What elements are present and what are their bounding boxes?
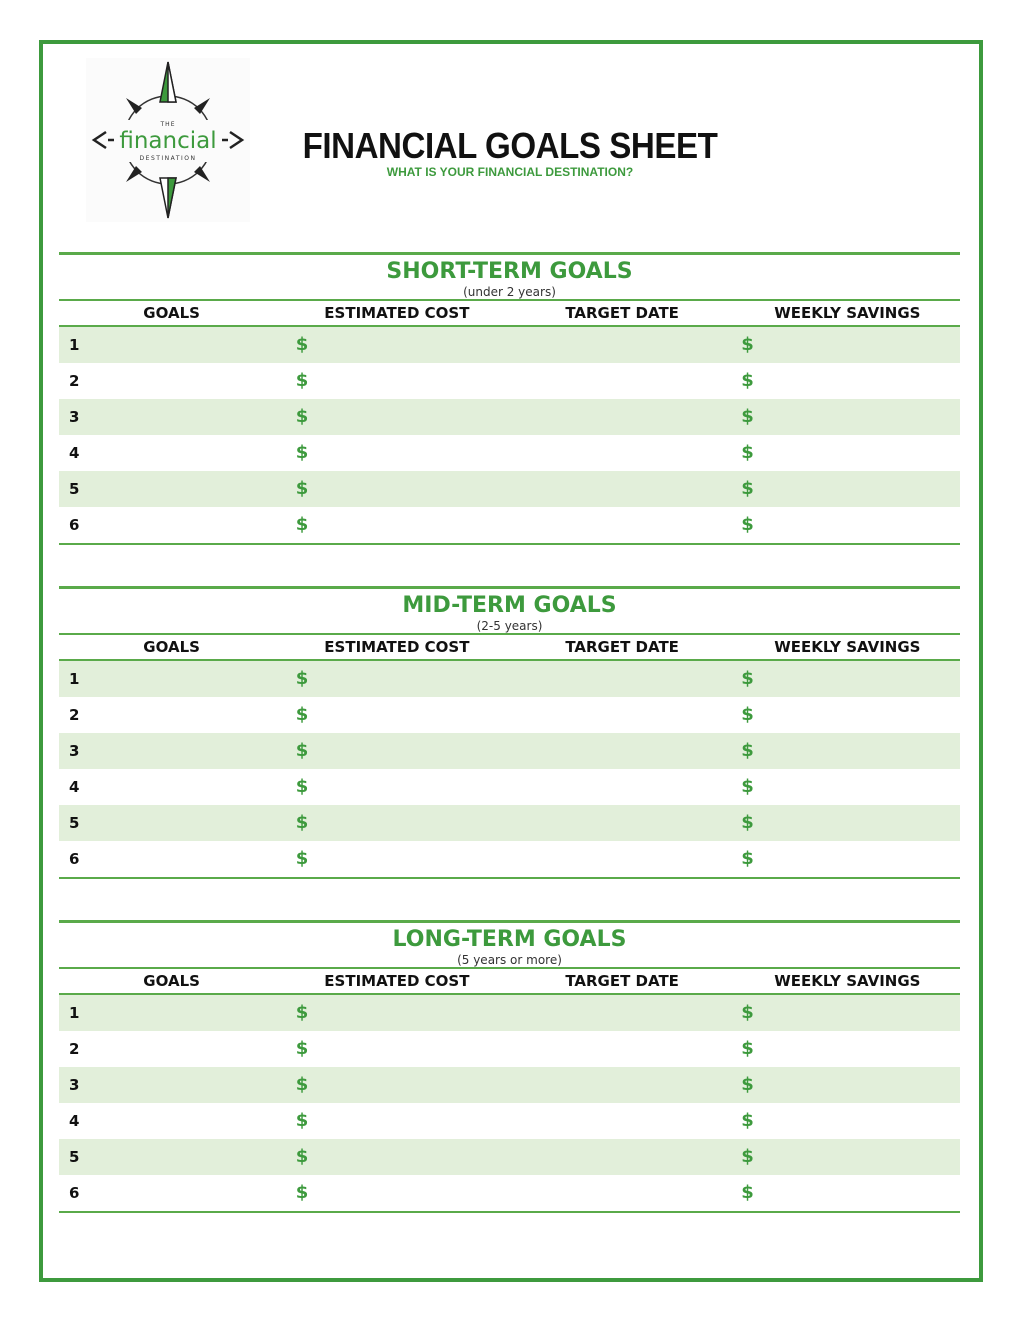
column-header-estimated-cost: ESTIMATED COST xyxy=(324,972,470,990)
header xyxy=(250,126,770,179)
page-subtitle: WHAT IS YOUR FINANCIAL DESTINATION? xyxy=(386,165,634,179)
row-number: 2 xyxy=(69,706,80,724)
dollar-sign: $ xyxy=(741,1146,754,1167)
table-row xyxy=(59,1067,960,1103)
target-date-field[interactable] xyxy=(515,1139,734,1175)
target-date-field[interactable] xyxy=(515,399,734,435)
weekly-savings-field[interactable] xyxy=(733,697,960,733)
dollar-sign: $ xyxy=(741,406,754,427)
weekly-savings-field[interactable] xyxy=(733,507,960,543)
row-number: 5 xyxy=(69,480,80,498)
row-number: 1 xyxy=(69,1004,80,1022)
row-number: 3 xyxy=(69,408,80,426)
dollar-sign: $ xyxy=(295,1182,309,1203)
dollar-sign: $ xyxy=(295,704,309,725)
goal-field[interactable] xyxy=(59,1139,288,1175)
logo-text-main: financial xyxy=(119,128,217,154)
estimated-cost-field[interactable] xyxy=(288,769,515,805)
row-number: 5 xyxy=(69,1148,80,1166)
dollar-sign: $ xyxy=(295,334,309,355)
target-date-field[interactable] xyxy=(515,733,734,769)
column-header-estimated-cost: ESTIMATED COST xyxy=(324,638,470,656)
dollar-sign: $ xyxy=(295,406,309,427)
page-title: FINANCIAL GOALS SHEET xyxy=(302,125,718,166)
estimated-cost-field[interactable] xyxy=(288,733,515,769)
table-row xyxy=(59,1139,960,1175)
dollar-sign: $ xyxy=(295,1146,309,1167)
column-header-weekly-savings: WEEKLY SAVINGS xyxy=(774,638,921,656)
dollar-sign: $ xyxy=(295,740,309,761)
table-row xyxy=(59,471,960,507)
table-row xyxy=(59,805,960,841)
section-title: LONG-TERM GOALS xyxy=(392,927,627,952)
section-bottom-divider xyxy=(59,1211,960,1213)
goal-field[interactable] xyxy=(59,363,288,399)
estimated-cost-field[interactable] xyxy=(288,471,515,507)
dollar-sign: $ xyxy=(741,1038,754,1059)
dollar-sign: $ xyxy=(295,812,309,833)
goal-field[interactable] xyxy=(59,661,288,697)
dollar-sign: $ xyxy=(295,478,309,499)
table-row xyxy=(59,1175,960,1211)
target-date-field[interactable] xyxy=(515,769,734,805)
weekly-savings-field[interactable] xyxy=(733,733,960,769)
estimated-cost-field[interactable] xyxy=(288,1175,515,1211)
dollar-sign: $ xyxy=(295,370,309,391)
estimated-cost-field[interactable] xyxy=(288,995,515,1031)
column-header-target-date: TARGET DATE xyxy=(565,304,679,322)
row-number: 1 xyxy=(69,336,80,354)
table-row xyxy=(59,841,960,877)
target-date-field[interactable] xyxy=(515,435,734,471)
goal-field[interactable] xyxy=(59,1175,288,1211)
logo-text-top: THE xyxy=(160,121,176,128)
mid-term-section xyxy=(59,586,960,879)
section-title: MID-TERM GOALS xyxy=(402,593,617,618)
estimated-cost-field[interactable] xyxy=(288,399,515,435)
weekly-savings-field[interactable] xyxy=(733,471,960,507)
weekly-savings-field[interactable] xyxy=(733,327,960,363)
column-header-weekly-savings: WEEKLY SAVINGS xyxy=(774,972,921,990)
weekly-savings-field[interactable] xyxy=(733,399,960,435)
dollar-sign: $ xyxy=(741,776,754,797)
weekly-savings-field[interactable] xyxy=(733,1103,960,1139)
target-date-field[interactable] xyxy=(515,805,734,841)
target-date-field[interactable] xyxy=(515,995,734,1031)
estimated-cost-field[interactable] xyxy=(288,841,515,877)
target-date-field[interactable] xyxy=(515,471,734,507)
row-number: 2 xyxy=(69,1040,80,1058)
column-header-weekly-savings: WEEKLY SAVINGS xyxy=(774,304,921,322)
goal-field[interactable] xyxy=(59,805,288,841)
dollar-sign: $ xyxy=(295,442,309,463)
table-row xyxy=(59,697,960,733)
estimated-cost-field[interactable] xyxy=(288,661,515,697)
dollar-sign: $ xyxy=(741,1110,754,1131)
column-header-goals: GOALS xyxy=(143,972,200,990)
dollar-sign: $ xyxy=(295,848,309,869)
goal-field[interactable] xyxy=(59,841,288,877)
dollar-sign: $ xyxy=(741,442,754,463)
section-divider xyxy=(59,920,960,923)
section-title: SHORT-TERM GOALS xyxy=(386,259,633,284)
row-number: 4 xyxy=(69,444,80,462)
dollar-sign: $ xyxy=(741,668,754,689)
logo-text-bottom: DESTINATION xyxy=(139,155,197,162)
dollar-sign: $ xyxy=(741,704,754,725)
goal-field[interactable] xyxy=(59,1067,288,1103)
column-header-target-date: TARGET DATE xyxy=(565,638,679,656)
table-row xyxy=(59,435,960,471)
target-date-field[interactable] xyxy=(515,327,734,363)
target-date-field[interactable] xyxy=(515,661,734,697)
table-row xyxy=(59,733,960,769)
section-bottom-divider xyxy=(59,877,960,879)
dollar-sign: $ xyxy=(741,1074,754,1095)
estimated-cost-field[interactable] xyxy=(288,1103,515,1139)
table-row xyxy=(59,1103,960,1139)
column-header-target-date: TARGET DATE xyxy=(565,972,679,990)
goal-field[interactable] xyxy=(59,697,288,733)
weekly-savings-field[interactable] xyxy=(733,841,960,877)
dollar-sign: $ xyxy=(295,1002,309,1023)
section-range: (under 2 years) xyxy=(463,285,556,299)
dollar-sign: $ xyxy=(741,812,754,833)
column-header-goals: GOALS xyxy=(143,304,200,322)
dollar-sign: $ xyxy=(741,1002,754,1023)
dollar-sign: $ xyxy=(295,1038,309,1059)
estimated-cost-field[interactable] xyxy=(288,363,515,399)
section-bottom-divider xyxy=(59,543,960,545)
weekly-savings-field[interactable] xyxy=(733,661,960,697)
target-date-field[interactable] xyxy=(515,1031,734,1067)
goal-field[interactable] xyxy=(59,327,288,363)
row-number: 5 xyxy=(69,814,80,832)
dollar-sign: $ xyxy=(295,668,309,689)
estimated-cost-field[interactable] xyxy=(288,805,515,841)
goal-field[interactable] xyxy=(59,399,288,435)
row-number: 4 xyxy=(69,778,80,796)
row-number: 6 xyxy=(69,1184,80,1202)
target-date-field[interactable] xyxy=(515,1175,734,1211)
goal-field[interactable] xyxy=(59,769,288,805)
goal-field[interactable] xyxy=(59,435,288,471)
estimated-cost-field[interactable] xyxy=(288,1067,515,1103)
goal-field[interactable] xyxy=(59,1103,288,1139)
target-date-field[interactable] xyxy=(515,1103,734,1139)
weekly-savings-field[interactable] xyxy=(733,435,960,471)
row-number: 2 xyxy=(69,372,80,390)
table-row xyxy=(59,661,960,697)
estimated-cost-field[interactable] xyxy=(288,697,515,733)
row-number: 4 xyxy=(69,1112,80,1130)
dollar-sign: $ xyxy=(295,514,309,535)
goal-field[interactable] xyxy=(59,507,288,543)
dollar-sign: $ xyxy=(741,848,754,869)
dollar-sign: $ xyxy=(295,776,309,797)
table-row xyxy=(59,995,960,1031)
column-header-goals: GOALS xyxy=(143,638,200,656)
weekly-savings-field[interactable] xyxy=(733,1139,960,1175)
table-header xyxy=(59,633,960,661)
row-number: 3 xyxy=(69,1076,80,1094)
dollar-sign: $ xyxy=(741,1182,754,1203)
table-row xyxy=(59,1031,960,1067)
goal-field[interactable] xyxy=(59,471,288,507)
row-number: 6 xyxy=(69,516,80,534)
weekly-savings-field[interactable] xyxy=(733,363,960,399)
weekly-savings-field[interactable] xyxy=(733,1175,960,1211)
target-date-field[interactable] xyxy=(515,1067,734,1103)
compass-logo xyxy=(86,58,250,222)
dollar-sign: $ xyxy=(741,334,754,355)
table-row xyxy=(59,327,960,363)
dollar-sign: $ xyxy=(295,1074,309,1095)
target-date-field[interactable] xyxy=(515,363,734,399)
target-date-field[interactable] xyxy=(515,841,734,877)
goal-field[interactable] xyxy=(59,995,288,1031)
table-row xyxy=(59,769,960,805)
table-header xyxy=(59,967,960,995)
section-divider xyxy=(59,586,960,589)
row-number: 3 xyxy=(69,742,80,760)
weekly-savings-field[interactable] xyxy=(733,1031,960,1067)
long-term-section xyxy=(59,920,960,1213)
table-row xyxy=(59,507,960,543)
short-term-section xyxy=(59,252,960,545)
weekly-savings-field[interactable] xyxy=(733,769,960,805)
section-divider xyxy=(59,252,960,255)
goal-field[interactable] xyxy=(59,1031,288,1067)
weekly-savings-field[interactable] xyxy=(733,805,960,841)
estimated-cost-field[interactable] xyxy=(288,327,515,363)
row-number: 1 xyxy=(69,670,80,688)
section-range: (5 years or more) xyxy=(457,953,562,967)
estimated-cost-field[interactable] xyxy=(288,1031,515,1067)
dollar-sign: $ xyxy=(741,370,754,391)
weekly-savings-field[interactable] xyxy=(733,1067,960,1103)
table-row xyxy=(59,363,960,399)
dollar-sign: $ xyxy=(741,740,754,761)
dollar-sign: $ xyxy=(295,1110,309,1131)
goal-field[interactable] xyxy=(59,733,288,769)
estimated-cost-field[interactable] xyxy=(288,1139,515,1175)
weekly-savings-field[interactable] xyxy=(733,995,960,1031)
estimated-cost-field[interactable] xyxy=(288,507,515,543)
row-number: 6 xyxy=(69,850,80,868)
dollar-sign: $ xyxy=(741,478,754,499)
table-row xyxy=(59,399,960,435)
section-range: (2-5 years) xyxy=(476,619,543,633)
column-header-estimated-cost: ESTIMATED COST xyxy=(324,304,470,322)
estimated-cost-field[interactable] xyxy=(288,435,515,471)
target-date-field[interactable] xyxy=(515,507,734,543)
dollar-sign: $ xyxy=(741,514,754,535)
target-date-field[interactable] xyxy=(515,697,734,733)
table-header xyxy=(59,299,960,327)
